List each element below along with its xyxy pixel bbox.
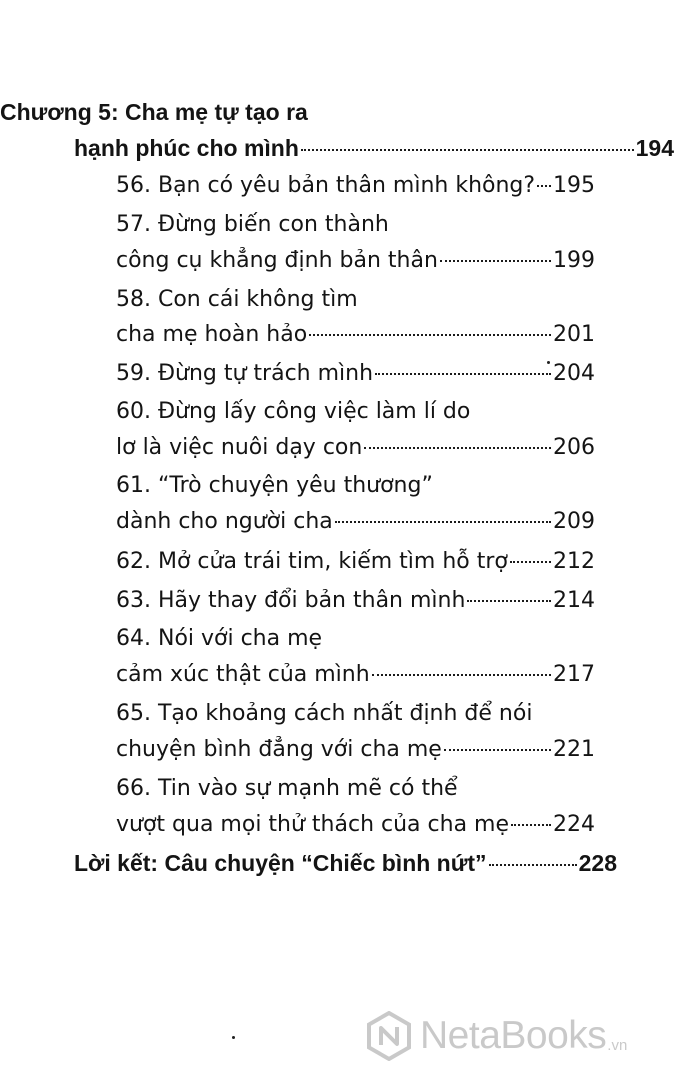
toc-entry-66-line-2 xyxy=(116,807,595,843)
leader-dots xyxy=(372,674,551,676)
chapter-5-title-line-2 xyxy=(74,130,674,166)
toc-entry-65-line-1 xyxy=(116,696,532,732)
entry-title: 62. Mở cửa trái tim, kiếm tìm hỗ trợ xyxy=(116,549,508,574)
toc-entry-58-line-2 xyxy=(116,317,595,353)
entry-title-cont: vượt qua mọi thử thách của cha mẹ xyxy=(116,812,510,837)
netabooks-watermark xyxy=(366,1008,627,1064)
entry-title-cont: công cụ khẳng định bản thân xyxy=(116,248,438,273)
toc-entry-57-line-2 xyxy=(116,243,595,279)
epilogue-entry xyxy=(74,845,617,881)
page-number: 201 xyxy=(553,322,595,347)
leader-dots xyxy=(467,600,551,602)
chapter-5-title-cont: hạnh phúc cho mình xyxy=(74,135,299,161)
watermark-brand: NetaBooks xyxy=(420,1014,607,1057)
page-number: 217 xyxy=(553,662,595,687)
leader-dots xyxy=(444,749,551,751)
watermark-suffix: .vn xyxy=(607,1037,628,1054)
page-number: 194 xyxy=(635,135,674,161)
entry-title: 58. Con cái không tìm xyxy=(116,287,358,312)
toc-entry-65-line-2 xyxy=(116,732,595,768)
leader-dots xyxy=(489,864,577,866)
toc-entry-64-line-2 xyxy=(116,657,595,693)
entry-title: 63. Hãy thay đổi bản thân mình xyxy=(116,588,466,613)
page-number: 221 xyxy=(553,737,595,762)
chapter-5-title-line-1 xyxy=(0,94,308,130)
page-number: 209 xyxy=(553,509,595,534)
leader-dots xyxy=(537,185,551,187)
leader-dots xyxy=(440,260,551,262)
leader-dots xyxy=(510,561,551,563)
page-number: 199 xyxy=(553,248,595,273)
leader-dots xyxy=(375,373,551,375)
scan-speck xyxy=(232,1036,235,1039)
entry-title: 65. Tạo khoảng cách nhất định để nói xyxy=(116,701,533,726)
chapter-5-title: Chương 5: Cha mẹ tự tạo ra xyxy=(0,99,308,125)
netabooks-logo-icon xyxy=(366,1011,412,1061)
scan-speck xyxy=(547,361,550,364)
entry-title: 61. “Trò chuyện yêu thương” xyxy=(116,473,433,498)
entry-title: 66. Tin vào sự mạnh mẽ có thể xyxy=(116,776,458,801)
page-number: 212 xyxy=(553,549,595,574)
page-number: 195 xyxy=(553,173,595,198)
entry-title-cont: cảm xúc thật của mình xyxy=(116,662,370,687)
toc-entry-60-line-2 xyxy=(116,430,595,466)
entry-title: 57. Đừng biến con thành xyxy=(116,212,389,237)
toc-entry-58-line-1 xyxy=(116,282,358,318)
toc-entry-59 xyxy=(116,356,595,392)
leader-dots xyxy=(364,447,551,449)
toc-entry-56 xyxy=(116,168,595,204)
toc-entry-64-line-1 xyxy=(116,621,322,657)
leader-dots xyxy=(309,334,551,336)
toc-entry-63 xyxy=(116,583,595,619)
toc-entry-60-line-1 xyxy=(116,394,470,430)
epilogue-title: Lời kết: Câu chuyện “Chiếc bình nứt” xyxy=(74,850,487,876)
toc-entry-62 xyxy=(116,544,595,580)
leader-dots xyxy=(335,521,551,523)
entry-title-cont: dành cho người cha xyxy=(116,509,333,534)
leader-dots xyxy=(511,824,551,826)
page-number: 224 xyxy=(553,812,595,837)
toc-entry-61-line-1 xyxy=(116,468,433,504)
entry-title-cont: chuyện bình đẳng với cha mẹ xyxy=(116,737,442,762)
leader-dots xyxy=(301,149,634,151)
toc-entry-61-line-2 xyxy=(116,504,595,540)
entry-title: 56. Bạn có yêu bản thân mình không? xyxy=(116,173,536,198)
page-number: 214 xyxy=(553,588,595,613)
entry-title: 64. Nói với cha mẹ xyxy=(116,626,323,651)
page-number: 206 xyxy=(553,435,595,460)
entry-title-cont: lơ là việc nuôi dạy con xyxy=(116,435,363,460)
page-number: 228 xyxy=(578,850,617,876)
entry-title: 60. Đừng lấy công việc làm lí do xyxy=(116,399,471,424)
entry-title: 59. Đừng tự trách mình xyxy=(116,361,374,386)
toc-entry-66-line-1 xyxy=(116,771,458,807)
toc-entry-57-line-1 xyxy=(116,207,389,243)
page-number: 204 xyxy=(553,361,595,386)
entry-title-cont: cha mẹ hoàn hảo xyxy=(116,322,308,347)
